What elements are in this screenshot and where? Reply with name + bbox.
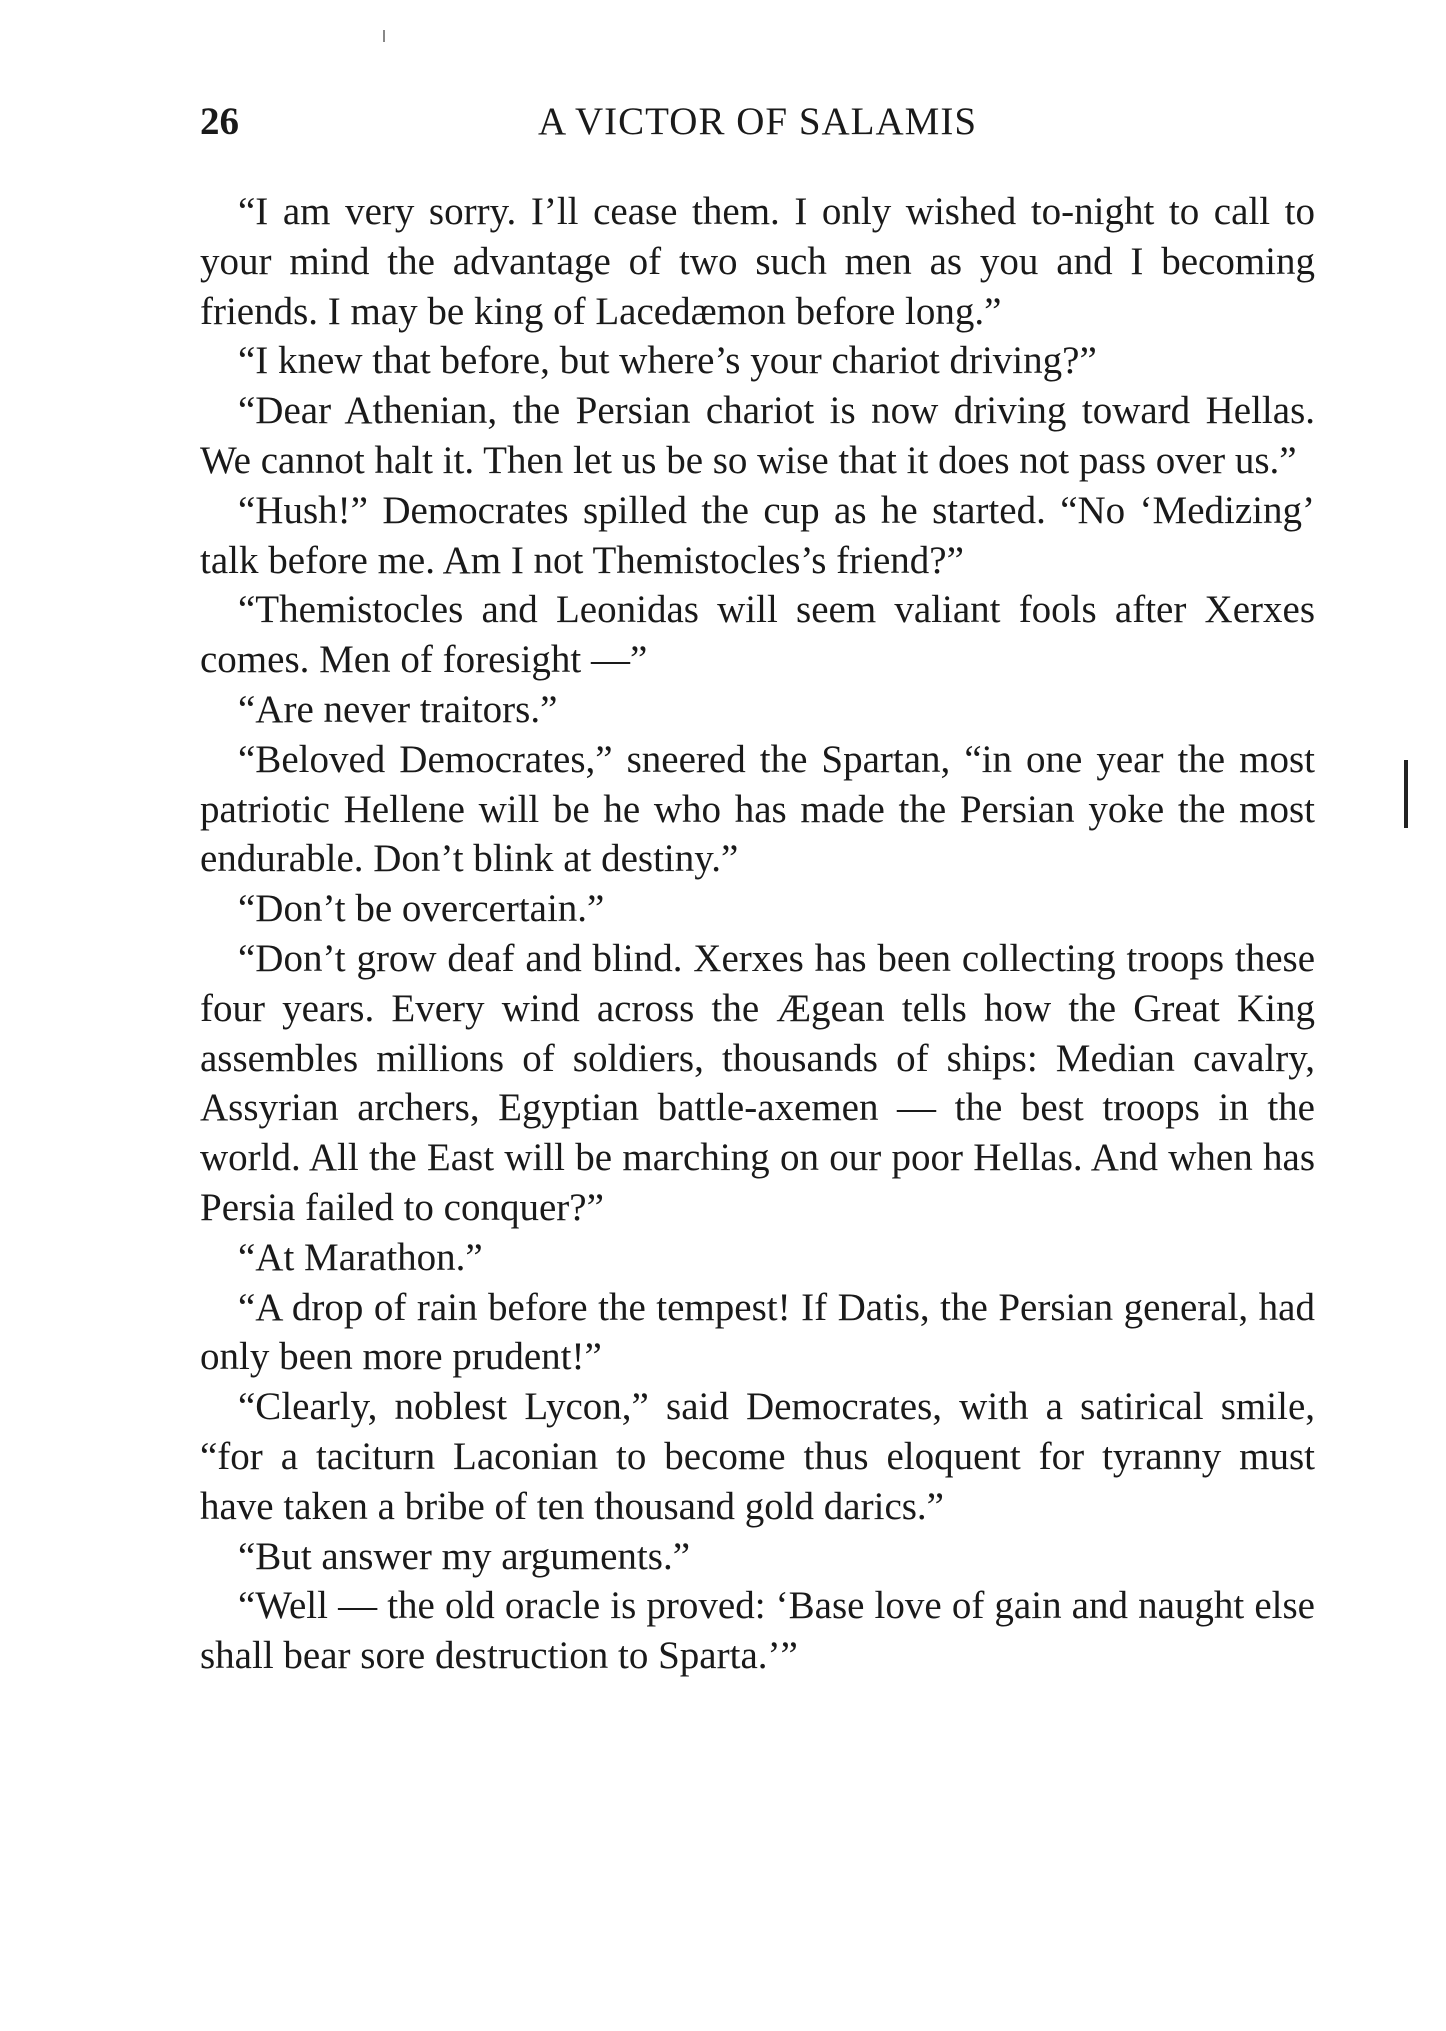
paragraph: “Themistocles and Leonidas will seem valiant fools after Xerxes comes. Men of foresight —”	[200, 588, 1315, 682]
paragraph: “Don’t be overcertain.”	[238, 887, 605, 931]
paragraph: “Hush!” Democrates spilled the cup as he started. “No ‘Medizing’ talk before me. Am I not Themistocles’s friend?”	[200, 488, 1315, 582]
paragraph: “Beloved Democrates,” sneered the Spartan, “in one year the most patriotic Hellene will be he who has made the Persian yoke the most endurable. Don’t blink at destiny.”	[200, 737, 1315, 881]
paragraph: “I am very sorry. I’ll cease them. I only wished to-night to call to your mind the advantage of two such men as you and I becoming friends. I may be king of Lacedæmon before long.”	[200, 190, 1315, 333]
paragraph: “But answer my arguments.”	[238, 1534, 691, 1578]
body-text	[200, 187, 1315, 1681]
scan-margin-mark	[1404, 760, 1408, 828]
paragraph: “Are never traitors.”	[238, 687, 558, 731]
paragraph: “I knew that before, but where’s your chariot driving?”	[238, 339, 1097, 383]
page-header	[200, 96, 1315, 148]
paragraph: “A drop of rain before the tempest! If Datis, the Persian general, had only been more prudent!”	[200, 1285, 1315, 1379]
page-number: 26	[200, 100, 239, 143]
paragraph: “Don’t grow deaf and blind. Xerxes has been collecting troops these four years. Every wind across the Ægean tells how the Great King assembles millions of soldiers, thousands of ships: Median cavalry, Assyrian archers, Egyptian battle-axemen — the best troops in the world. All the East will be marching on our poor Hellas. And when has Persia failed to conquer?”	[200, 936, 1315, 1229]
paragraph: “At Marathon.”	[238, 1235, 483, 1279]
scan-speck	[383, 30, 385, 42]
paragraph: “Dear Athenian, the Persian chariot is now driving toward Hellas. We cannot halt it. Then let us be so wise that it does not pass over us.”	[200, 389, 1315, 482]
paragraph: “Well — the old oracle is proved: ‘Base love of gain and naught else shall bear sore destruction to Sparta.’”	[200, 1584, 1315, 1678]
paragraph: “Clearly, noblest Lycon,” said Democrates, with a satirical smile, “for a taciturn Laconian to become thus eloquent for tyranny must have taken a bribe of ten thousand gold darics.”	[200, 1385, 1315, 1528]
running-title: A VICTOR OF SALAMIS	[537, 100, 978, 143]
